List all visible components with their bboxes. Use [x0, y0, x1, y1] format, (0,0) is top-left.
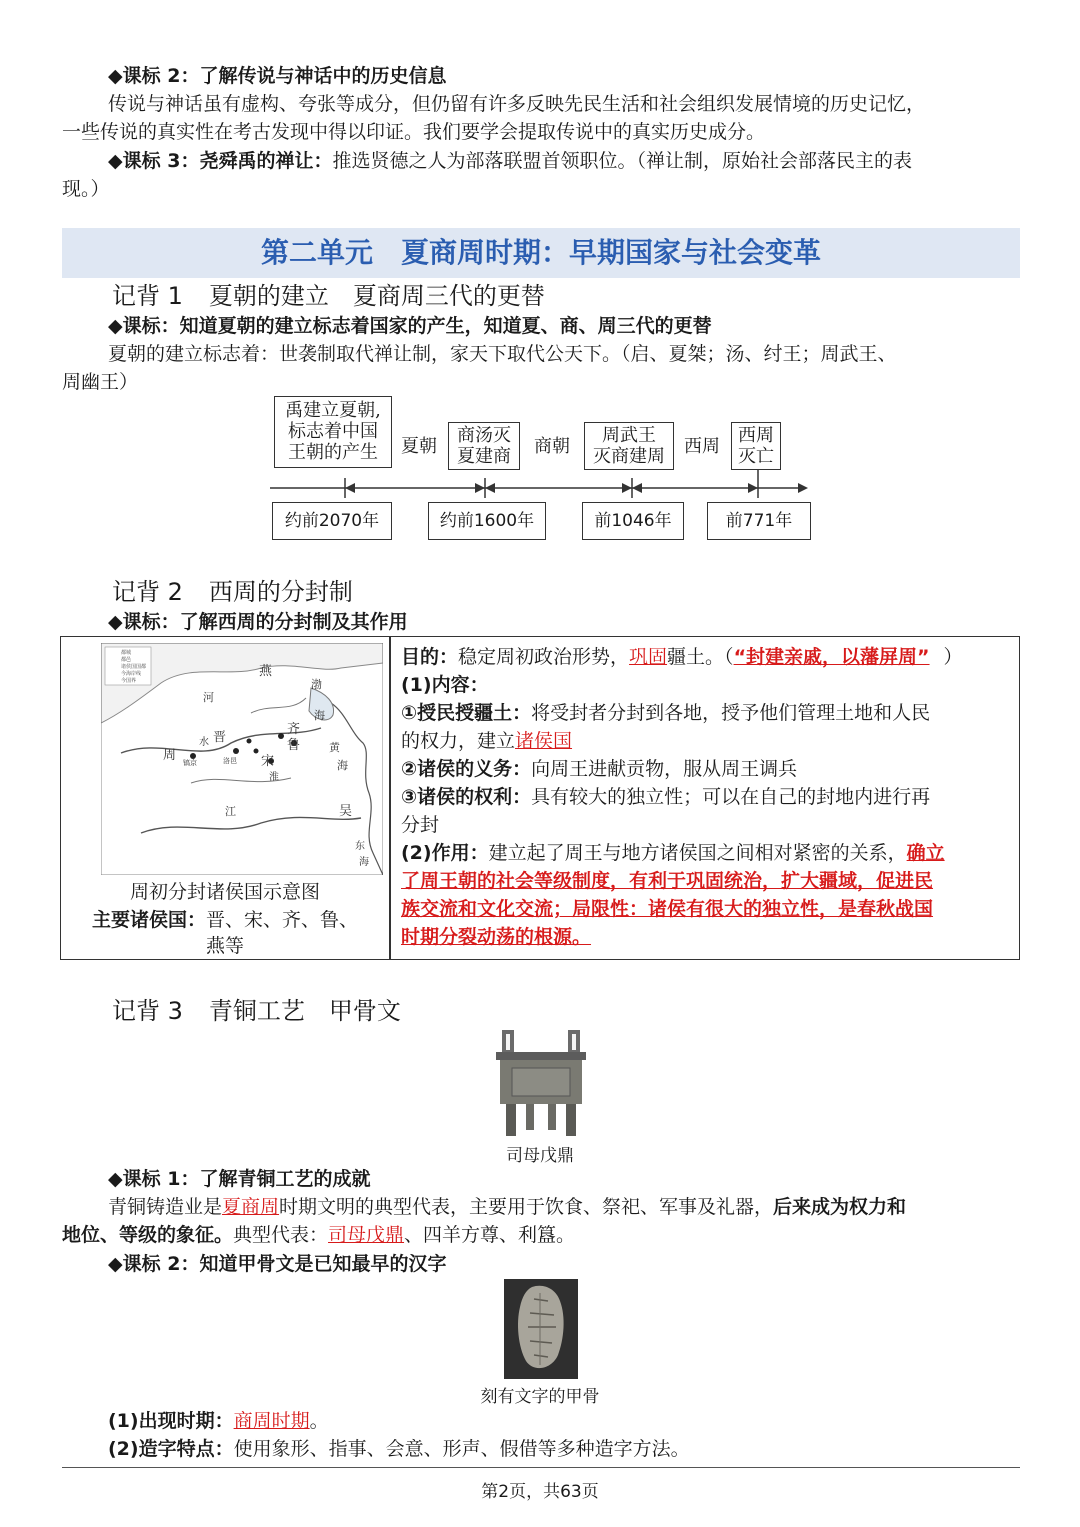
bone-caption: 刻有文字的甲骨 — [480, 1387, 600, 1407]
label-hai3: 海 — [359, 857, 369, 868]
era-western-zhou: 西周 — [684, 436, 720, 457]
standard-2-heading: ◆课标 2：了解传说与神话中的历史信息 — [108, 65, 447, 87]
page-number: 第2页，共63页 — [481, 1482, 599, 1502]
oracle-period: (1)出现时期：商周时期。 — [108, 1410, 329, 1432]
legend-town: 都邑 — [121, 657, 132, 663]
fief-content-1b: 的权力，建立诸侯国 — [401, 730, 573, 752]
zhou-fief-map — [101, 643, 383, 875]
paragraph-legends-1: 传说与神话虽有虚构、夸张等成分，但仍留有许多反映先民生活和社会组织发展情境的历史记忆， — [108, 93, 926, 115]
label-dong: 东 — [355, 841, 365, 852]
simuwu-ding-image — [492, 1030, 590, 1138]
fief-content-3: ③诸侯的权利：具有较大的独立性；可以在自己的封地内进行再 — [401, 786, 931, 808]
memo-3-standard-1: ◆课标 1：了解青铜工艺的成就 — [108, 1168, 371, 1190]
label-song: 宋 — [261, 754, 275, 769]
unit-banner — [62, 228, 1020, 278]
fief-content-3b: 分封 — [401, 814, 440, 836]
legend-capital: 都城 — [121, 650, 132, 656]
memo-3-standard-2: ◆课标 2：知道甲骨文是已知最早的汉字 — [108, 1253, 447, 1275]
memo-3-heading: 记背 3 青铜工艺 甲骨文 — [112, 997, 401, 1025]
fief-purpose: 目的：稳定周初政治形势，巩固疆土。（“封建亲戚，以藩屏周” ） — [401, 646, 963, 668]
event-zhou-founded: 周武王 灭商建周 — [584, 422, 674, 470]
memo-1-standard: ◆课标：知道夏朝的建立标志着国家的产生，知道夏、商、周三代的更替 — [108, 315, 712, 337]
paragraph-legends-2: 一些传说的真实性在考古发现中得以印证。我们要学会提取传说中的真实历史成分。 — [62, 121, 766, 143]
memo-1-paragraph-2: 周幽王） — [62, 371, 139, 393]
label-lu: 鲁 — [287, 738, 301, 753]
standard-3-line: ◆课标 3：尧舜禹的禅让：推选贤德之人为部落联盟首领职位。（禅让制，原始社会部落民主的表 — [108, 150, 912, 172]
footer-rule — [62, 1467, 1020, 1468]
date-1600bc: 约前1600年 — [428, 502, 546, 540]
memo-2-heading: 记背 2 西周的分封制 — [112, 578, 353, 606]
label-huang: 黄 — [329, 741, 340, 754]
fief-content-label: (1)内容： — [401, 674, 489, 696]
label-wu: 吴 — [339, 804, 353, 819]
fief-content-1: ①授民授疆土：将受封者分封到各地，授予他们管理土地和人民 — [401, 702, 931, 724]
fief-system-table — [60, 636, 1020, 960]
table-divider — [389, 637, 391, 959]
bronze-paragraph-2: 地位、等级的象征。典型代表：司母戊鼎、四羊方尊、利簋。 — [62, 1224, 576, 1246]
label-luoyi: 洛邑 — [223, 757, 237, 765]
ding-caption: 司母戊鼎 — [506, 1146, 574, 1166]
memo-2-standard: ◆课标：了解西周的分封制及其作用 — [108, 611, 408, 633]
event-xia-founded: 禹建立夏朝, 标志着中国 王朝的产生 — [274, 396, 392, 468]
label-bo: 渤 — [311, 678, 322, 691]
fief-content-2: ②诸侯的义务：向周王进献贡物，服从周王调兵 — [401, 758, 798, 780]
fief-effect-4: 时期分裂动荡的根源。 — [401, 926, 592, 948]
label-jiang: 江 — [225, 805, 236, 818]
label-hai2: 海 — [337, 759, 348, 772]
date-2070bc: 约前2070年 — [272, 502, 392, 540]
map-caption: 周初分封诸侯国示意图 — [129, 881, 320, 903]
fief-effect-2: 了周王朝的社会等级制度，有利于巩固统治，扩大疆域，促进民 — [401, 870, 934, 892]
memo-1-paragraph-1: 夏朝的建立标志着：世袭制取代禅让制，家天下取代公天下。（启、夏桀；汤、纣王；周武王、 — [108, 343, 897, 365]
oracle-feature: (2)造字特点：使用象形、指事、会意、形声、假借等多种造字方法。 — [108, 1438, 690, 1460]
event-shang-founded: 商汤灭 夏建商 — [448, 422, 520, 470]
date-1046bc: 前1046年 — [582, 502, 684, 540]
label-yan: 燕 — [259, 664, 273, 679]
main-states-line: 主要诸侯国：晋、宋、齐、鲁、 — [91, 909, 359, 931]
label-haojing: 镐京 — [183, 759, 197, 767]
label-zhou: 周 — [163, 748, 177, 763]
legend-coastline: 今海岸线 — [121, 671, 142, 677]
label-qi: 齐 — [287, 722, 301, 737]
bronze-paragraph-1: 青铜铸造业是夏商周时期文明的典型代表，主要用于饮食、祭祀、军事及礼器，后来成为权力和 — [108, 1196, 907, 1218]
date-771bc: 前771年 — [707, 502, 811, 540]
oracle-bone-image — [504, 1279, 578, 1379]
label-huai: 淮 — [269, 772, 279, 783]
event-western-zhou-fall: 西周 灭亡 — [731, 422, 781, 470]
label-jin: 晋 — [213, 730, 227, 745]
label-shui: 水 — [199, 737, 209, 748]
label-hai1: 海 — [314, 709, 325, 722]
standard-3-line-2: 现。） — [62, 178, 110, 200]
unit-title: 第二单元 夏商周时期：早期国家与社会变革 — [260, 236, 821, 269]
legend-border: 今国界 — [121, 678, 137, 684]
main-states-line-2: 燕等 — [205, 935, 244, 957]
fief-effect-3: 族交流和文化交流；局限性：诸侯有很大的独立性，是春秋战国 — [401, 898, 934, 920]
memo-1-heading: 记背 1 夏朝的建立 夏商周三代的更替 — [112, 282, 545, 310]
label-he: 河 — [203, 691, 214, 704]
era-xia: 夏朝 — [401, 436, 437, 457]
legend-state-capital: 诸侯国国都 — [121, 664, 147, 670]
fief-effect: (2)作用：建立起了周王与地方诸侯国之间相对紧密的关系，确立 — [401, 842, 945, 864]
era-shang: 商朝 — [534, 436, 570, 457]
